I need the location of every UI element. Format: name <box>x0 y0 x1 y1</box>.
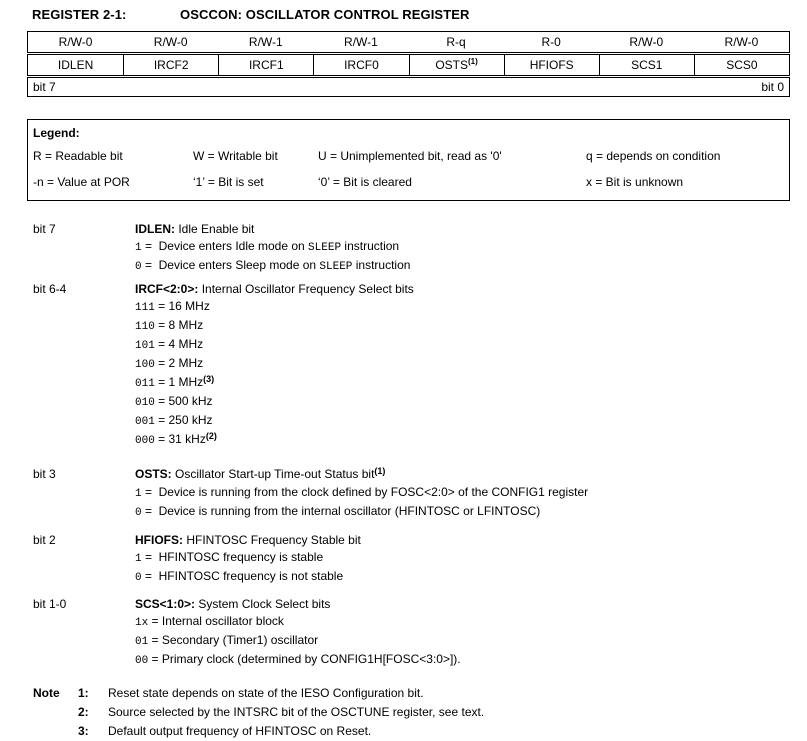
mono-value: 001 <box>135 416 155 428</box>
text-segment: Internal Oscillator Frequency Select bits <box>198 282 414 296</box>
access-type-cell: R/W-0 <box>629 35 664 49</box>
bit-description-content <box>135 596 461 670</box>
text-segment: = 250 kHz <box>154 413 213 427</box>
bit-description-content <box>135 221 410 276</box>
bit-description-header <box>135 221 410 238</box>
bit-name-text: SCS1 <box>631 58 663 72</box>
access-type-cell: R/W-0 <box>724 35 759 49</box>
legend-row <box>33 169 784 195</box>
register-number-label: REGISTER 2-1: <box>32 7 127 22</box>
mono-value: 0 <box>135 261 142 273</box>
bit-name-text: SCS0 <box>726 58 758 72</box>
mono-value: 1 <box>135 242 142 254</box>
text-segment: = Device is running from the clock defined by FOSC<2:0> of the CONFIG1 register <box>141 485 589 499</box>
mono-value: 0 <box>135 572 142 584</box>
bit-description-header <box>135 281 414 298</box>
text-segment: IDLEN: <box>135 222 175 236</box>
legend-cell: U = Unimplemented bit, read as '0' <box>318 149 502 163</box>
mono-value: 011 <box>135 378 155 390</box>
bit-description-section <box>33 466 807 522</box>
bit-description-section <box>33 221 807 276</box>
bit-value-line <box>135 568 361 587</box>
legend-cell: q = depends on condition <box>586 149 721 163</box>
mono-value: 010 <box>135 397 155 409</box>
text-segment: = Device enters Sleep mode on <box>141 258 320 272</box>
bit-value-line <box>135 613 461 632</box>
bit-name-cell <box>218 55 313 75</box>
text-segment: = HFINTOSC frequency is not stable <box>141 569 344 583</box>
bit-name-cell <box>504 55 599 75</box>
text-segment: = HFINTOSC frequency is stable <box>141 550 324 564</box>
legend-row <box>33 143 784 169</box>
bit-name-text: IRCF0 <box>344 58 379 72</box>
legend-cell: R = Readable bit <box>33 149 123 163</box>
text-segment: = 2 MHz <box>154 356 204 370</box>
text-segment: = Secondary (Timer1) oscillator <box>148 633 319 647</box>
bit-name-text: HFIOFS <box>529 58 574 72</box>
bit-name-cell <box>599 55 694 75</box>
bit-name-cell <box>123 55 218 75</box>
mono-value: 110 <box>135 321 155 333</box>
bit-description-header <box>135 596 461 613</box>
bit-description-header <box>135 532 361 549</box>
notes-block <box>33 684 807 741</box>
legend-cell: -n = Value at POR <box>33 175 130 189</box>
note-ref-superscript: (3) <box>203 374 215 384</box>
note-text: Default output frequency of HFINTOSC on Reset. <box>108 724 372 738</box>
access-type-cell: R/W-1 <box>248 35 283 49</box>
bit-value-line <box>135 257 410 276</box>
mono-value: 01 <box>135 636 149 648</box>
bit-label: bit 3 <box>33 467 56 481</box>
text-segment: = 31 kHz <box>154 432 206 446</box>
access-type-cell: R/W-0 <box>58 35 93 49</box>
bit-value-line <box>135 632 461 651</box>
bit-description-section <box>33 532 807 587</box>
access-type-cell: R/W-1 <box>344 35 378 49</box>
note-text: Source selected by the INTSRC bit of the OSCTUNE register, see text. <box>108 705 485 719</box>
text-segment: Idle Enable bit <box>175 222 255 236</box>
access-type-row <box>27 31 790 53</box>
bit-value-line <box>135 503 588 522</box>
note-number: 1: <box>78 686 89 700</box>
note-number: 2: <box>78 705 89 719</box>
text-segment: = Internal oscillator block <box>148 614 284 628</box>
bit-name-text: OSTS <box>435 58 468 72</box>
bit-value-line <box>135 374 414 393</box>
legend-cell: W = Writable bit <box>193 149 278 163</box>
mono-value: 000 <box>135 435 155 447</box>
bit-value-line <box>135 549 361 568</box>
mono-value: 100 <box>135 359 155 371</box>
note-ref-superscript: (2) <box>205 431 217 441</box>
mono-value: 111 <box>135 302 155 314</box>
legend-cell: x = Bit is unknown <box>586 175 684 189</box>
legend-cell: ‘1’ = Bit is set <box>193 175 264 189</box>
note-item <box>33 684 807 703</box>
text-segment: = 16 MHz <box>154 299 210 313</box>
mono-value: 0 <box>135 507 142 519</box>
note-text: Reset state depends on state of the IESO Configuration bit. <box>108 686 424 700</box>
text-segment: = Device enters Idle mode on <box>141 239 309 253</box>
page-title <box>32 7 807 22</box>
mono-value: 00 <box>135 655 149 667</box>
bit-value-line <box>135 484 588 503</box>
bit-label: bit 6-4 <box>33 282 67 296</box>
bit-value-line <box>135 298 414 317</box>
bit-value-line <box>135 238 410 257</box>
bit-name-text: IRCF1 <box>248 58 284 72</box>
bit-descriptions <box>33 221 807 670</box>
bit-value-line <box>135 393 414 412</box>
note-item <box>33 722 807 741</box>
text-segment: HFINTOSC Frequency Stable bit <box>183 533 361 547</box>
bit-name-cell <box>313 55 408 75</box>
note-ref-superscript: (1) <box>468 56 478 66</box>
bit-label: bit 1-0 <box>33 597 67 611</box>
bit-high-label: bit 7 <box>33 80 56 94</box>
bit-description-content <box>135 281 414 450</box>
text-segment: System Clock Select bits <box>195 597 331 611</box>
legend-rows <box>33 143 784 195</box>
bit-value-line <box>135 317 414 336</box>
note-item <box>33 703 807 722</box>
bit-value-line <box>135 336 414 355</box>
bit-range-row <box>27 77 790 97</box>
note-label <box>33 703 78 722</box>
register-table <box>27 31 790 97</box>
text-segment: = 4 MHz <box>154 337 204 351</box>
register-title-text: OSCCON: OSCILLATOR CONTROL REGISTER <box>180 7 470 22</box>
bit-name-text: IRCF2 <box>153 58 189 72</box>
bit-description-header <box>135 466 588 484</box>
mono-value: 1 <box>135 488 142 500</box>
access-type-cell: R/W-0 <box>153 35 188 49</box>
bit-value-line <box>135 431 414 450</box>
mono-value: 1x <box>135 617 149 629</box>
text-segment: = 1 MHz <box>154 375 204 389</box>
bit-description-section <box>33 281 807 450</box>
text-segment: = Primary clock (determined by CONFIG1H[FOSC<3:0>]). <box>148 652 461 666</box>
bit-description-section <box>33 596 807 670</box>
note-ref-superscript: (1) <box>374 466 386 476</box>
text-segment: IRCF<2:0>: <box>135 282 199 296</box>
note-label: Note <box>33 686 60 700</box>
access-type-cell: R-q <box>446 35 466 49</box>
bit-value-line <box>135 651 461 670</box>
text-segment: SCS<1:0>: <box>135 597 196 611</box>
text-segment: = Device is running from the internal oscillator (HFINTOSC or LFINTOSC) <box>141 504 541 518</box>
bit-name-cell <box>409 55 504 75</box>
bit-label: bit 2 <box>33 533 56 547</box>
mono-value: SLEEP <box>308 242 342 254</box>
legend-heading: Legend: <box>33 126 80 140</box>
bit-name-row <box>27 54 790 76</box>
bit-name-cell <box>28 55 123 75</box>
text-segment: = 500 kHz <box>154 394 213 408</box>
note-label <box>33 722 78 741</box>
mono-value: 101 <box>135 340 155 352</box>
bit-low-label: bit 0 <box>761 80 784 94</box>
bit-description-content <box>135 466 588 522</box>
access-type-cell: R-0 <box>541 35 561 49</box>
bit-label: bit 7 <box>33 222 56 236</box>
legend-box <box>27 119 790 201</box>
text-segment: HFIOFS: <box>135 533 183 547</box>
mono-value: SLEEP <box>319 261 353 273</box>
bit-value-line <box>135 355 414 374</box>
bit-value-line <box>135 412 414 431</box>
text-segment: instruction <box>341 239 400 253</box>
legend-cell: ‘0’ = Bit is cleared <box>318 175 412 189</box>
bit-description-content <box>135 532 361 587</box>
text-segment: Oscillator Start-up Time-out Status bit <box>171 467 375 481</box>
text-segment: instruction <box>352 258 411 272</box>
mono-value: 1 <box>135 553 142 565</box>
bit-name-cell <box>694 55 789 75</box>
note-number: 3: <box>78 724 89 738</box>
text-segment: OSTS: <box>135 467 172 481</box>
text-segment: = 8 MHz <box>154 318 204 332</box>
bit-name-text: IDLEN <box>57 58 94 72</box>
